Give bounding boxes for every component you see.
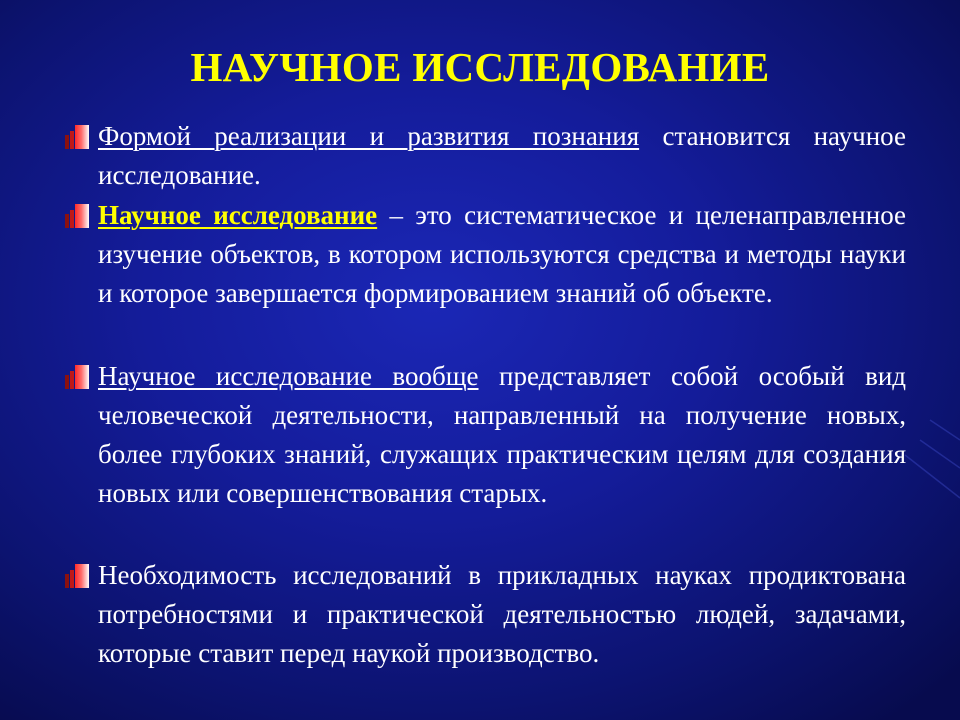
item-1-lead: Формой реализации и развития познания (98, 121, 640, 151)
slide-title: НАУЧНОЕ ИССЛЕДОВАНИЕ (190, 44, 770, 90)
bullet-item-2 (98, 196, 906, 313)
item-1-text: становится научное исследование. (98, 121, 906, 190)
bullet-marker-icon (65, 564, 89, 588)
bullet-item-3 (98, 357, 906, 513)
item-4-text: Необходимость исследований в прикладных науках продиктована потребностями и практической деятельностью людей, задачами, которые ставит перед наукой производство. (98, 560, 906, 668)
item-2-lead: Научное исследование (98, 200, 378, 230)
bullet-item-4 (98, 556, 906, 673)
item-3-text: представляет собой особый вид человеческой деятельности, направленный на получение новых, более глубоких знаний, служащих практическим целям для создания новых или совершенствования старых. (98, 361, 907, 508)
item-3-lead: Научное исследование вообще (98, 361, 479, 391)
bullet-marker-icon (65, 125, 89, 149)
bullet-marker-icon (65, 365, 89, 389)
bullet-marker-icon (65, 204, 89, 228)
item-2-text: – это систематическое и целенаправленное изучение объектов, в котором используются средства и методы науки и которое завершается формированием знаний об объекте. (98, 200, 907, 308)
bullet-item-1 (98, 117, 906, 195)
